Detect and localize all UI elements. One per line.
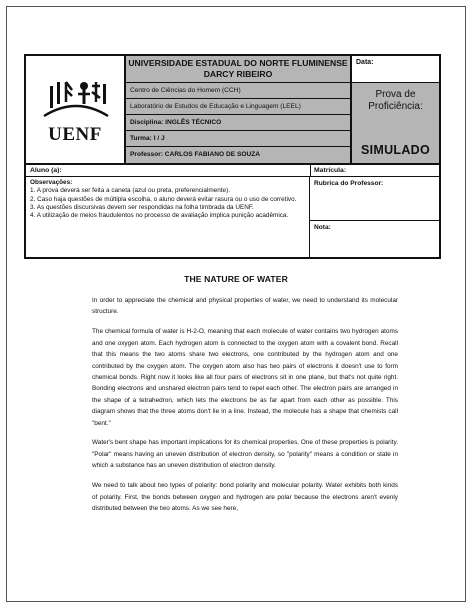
paragraph: Water's bent shape has important implications for its chemical properties. One of these properties is polarity. "Polar" means having an uneven distribution of electron density, so "polarity" means a condition or state in which a substance has an uneven distribution of electron density. [92, 439, 398, 470]
exam-type-cell [350, 83, 439, 163]
observation-item: 3. As questões discursivas devem ser respondidas na folha timbrada da UENF. [30, 203, 254, 211]
document-page [6, 6, 466, 602]
center-row: Centro de Ciências do Homem (CCH) [126, 83, 350, 99]
observation-item: 4. A utilização de meios fraudulentos no processo de avaliação implica punição acadêmica. [30, 212, 289, 220]
exam-type: SIMULADO [360, 143, 431, 157]
paragraph: We need to talk about two types of polarity: bond polarity and molecular polarity. Water exhibits both kinds of polarity. First, the bonds between oxygen and hydrogen are polar because the electrons aren't evenly distributed between the two atoms. As we see here, [92, 482, 398, 512]
logo-cell [26, 56, 126, 163]
grade-field[interactable] [310, 221, 439, 257]
document-body [92, 295, 398, 523]
observations-cell [26, 177, 310, 257]
exam-label: Prova de Proficiência: [368, 89, 423, 112]
observation-item: 1. A prova deverá ser feita a caneta (azul ou preta, preferencialmente). [30, 187, 230, 195]
university-name: UNIVERSIDADE ESTADUAL DO NORTE FLUMINENSE DARCY RIBEIRO [126, 56, 350, 83]
class-row: Turma: I / J [126, 131, 350, 147]
paragraph: The chemical formula of water is H-2-O, meaning that each molecule of water contains two hydrogen atoms and one oxygen atom. Each hydrogen atom is connected to the oxygen atom with a covalent bond. Recall that this means the two atoms share two electrons, one contributed by the hydrogen atom and one contributed by the oxygen atom. The oxygen atom also has two pairs of electrons it doesn't use to form chemical bonds. Right now it looks like all four pairs of electrons sit in one plane, but that's not quite right. Bonding electrons and unshared electron pairs tend to repel each other. The electron pairs are arranged in the shape of a tetrahedron, which lets the electrons be as far apart from each other as possible. This diagram shows that the three atoms don't lie in a line. Instead, the molecule has a shape that chemists call "bent." [92, 328, 398, 427]
uenf-logo-icon [40, 76, 112, 122]
date-field[interactable] [350, 56, 439, 83]
signature-field[interactable] [310, 177, 439, 221]
date-label: Data: [356, 59, 374, 66]
document-title: THE NATURE OF WATER [184, 274, 288, 284]
grade-label: Nota: [314, 224, 331, 231]
observations-title: Observações: [30, 179, 73, 186]
discipline-row: Disciplina: INGLÊS TÉCNICO [126, 115, 350, 131]
professor-row: Professor: CARLOS FABIANO DE SOUZA [126, 147, 350, 163]
exam-header [24, 54, 441, 259]
paragraph: In order to appreciate the chemical and physical properties of water, we need to understand its molecular structure. [92, 297, 398, 316]
laboratory-row: Laboratório de Estudos de Educação e Linguagem (LEEL) [126, 99, 350, 115]
registration-label: Matrícula: [310, 165, 346, 177]
student-row [26, 163, 439, 177]
student-label: Aluno (a): [30, 167, 62, 174]
logo-text: UENF [48, 124, 102, 145]
signature-label: Rubrica do Professor: [314, 180, 384, 187]
observation-item: 2. Caso haja questões de múltipla escolha, o aluno deverá evitar rasura ou o uso de corretivo. [30, 195, 297, 203]
